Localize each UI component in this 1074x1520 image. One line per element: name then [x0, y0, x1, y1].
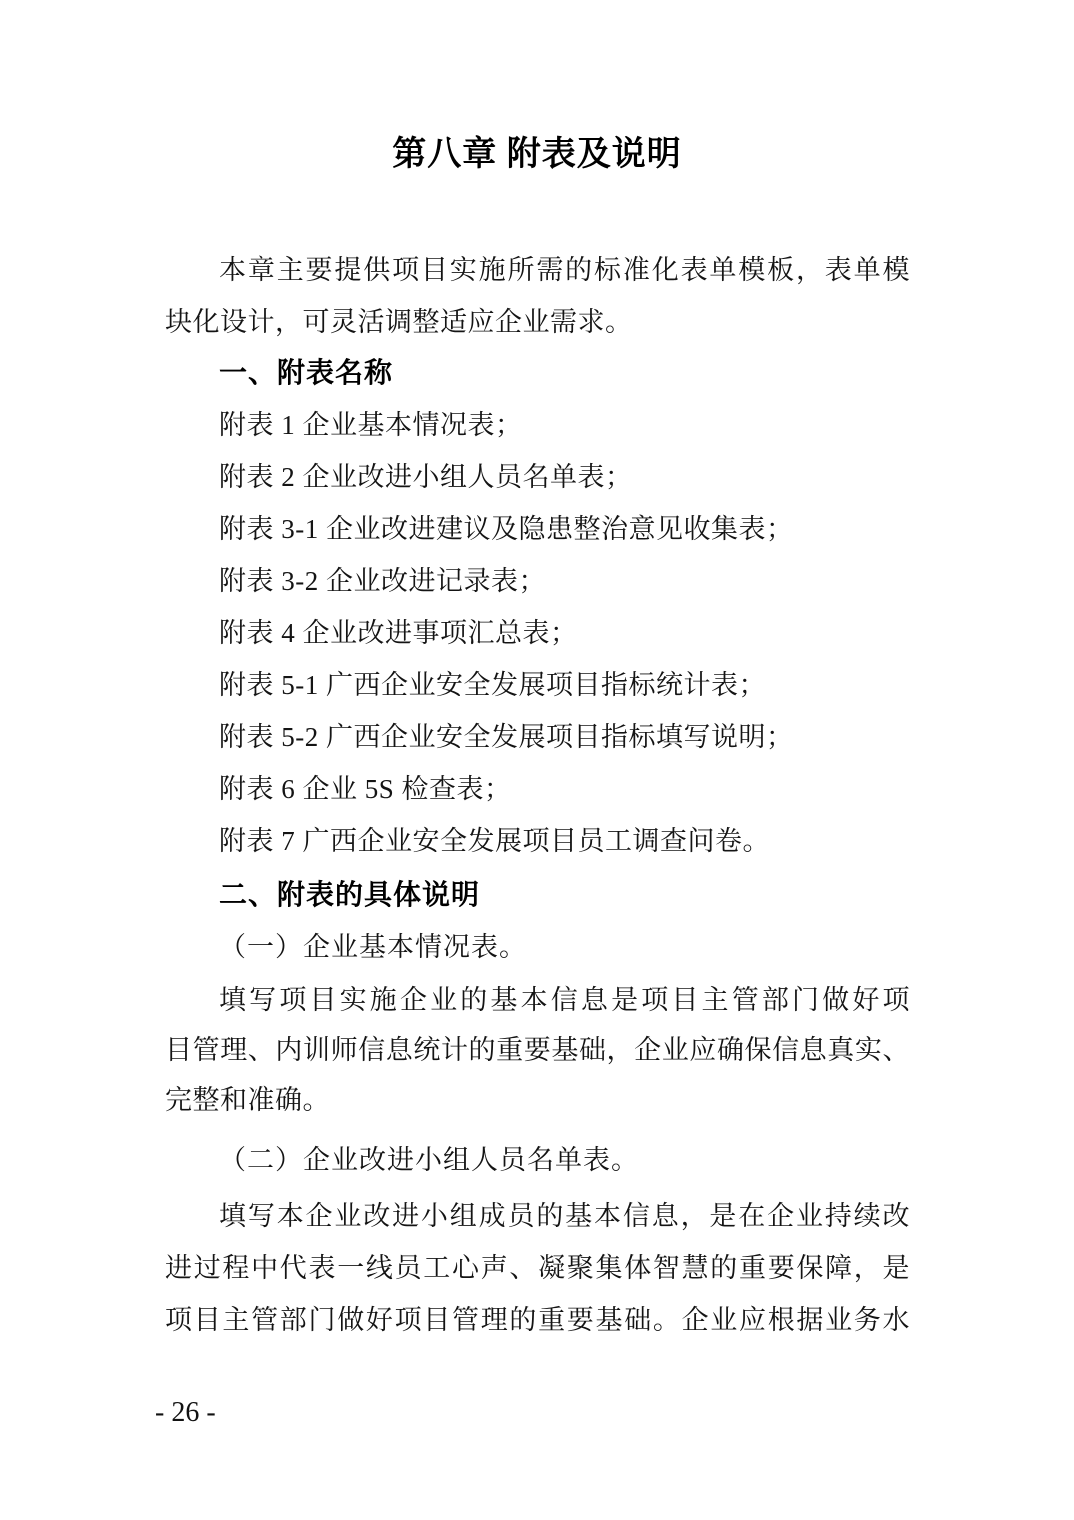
- appendix-list-item: 附表 3-1 企业改进建议及隐患整治意见收集表；: [219, 514, 794, 544]
- appendix-list-item: 附表 6 企业 5S 检查表；: [219, 774, 512, 804]
- body-line: 完整和准确。: [165, 1085, 330, 1115]
- subsection2-paragraph: [165, 1190, 910, 1346]
- intro-line: 块化设计，可灵活调整适应企业需求。: [165, 307, 633, 337]
- subsection1-heading: （一）企业基本情况表。: [219, 932, 527, 962]
- section2-heading: 二、附表的具体说明: [219, 879, 481, 910]
- appendix-list-item: 附表 1 企业基本情况表；: [219, 410, 523, 440]
- subsection1-paragraph: [165, 975, 910, 1125]
- intro-line: 本章主要提供项目实施所需的标准化表单模板，表单模: [219, 255, 910, 285]
- appendix-list-item: 附表 2 企业改进小组人员名单表；: [219, 462, 633, 492]
- body-line: 填写项目实施企业的基本信息是项目主管部门做好项: [219, 985, 910, 1015]
- subsection2-heading: （二）企业改进小组人员名单表。: [219, 1145, 639, 1175]
- body-line: 项目主管部门做好项目管理的重要基础。企业应根据业务水: [165, 1305, 910, 1335]
- appendix-list: [165, 399, 910, 867]
- appendix-list-item: 附表 4 企业改进事项汇总表；: [219, 618, 578, 648]
- intro-paragraph: [165, 244, 910, 348]
- page-title: 第八章 附表及说明: [392, 136, 682, 173]
- appendix-list-item: 附表 5-2 广西企业安全发展项目指标填写说明；: [219, 722, 794, 752]
- section1-heading: 一、附表名称: [219, 357, 394, 388]
- appendix-list-item: 附表 3-2 企业改进记录表；: [219, 566, 546, 596]
- page-number: - 26 -: [155, 1397, 216, 1428]
- body-line: 填写本企业改进小组成员的基本信息，是在企业持续改: [219, 1201, 910, 1231]
- appendix-list-item: 附表 5-1 广西企业安全发展项目指标统计表；: [219, 670, 766, 700]
- body-line: 进过程中代表一线员工心声、凝聚集体智慧的重要保障，是: [165, 1253, 910, 1283]
- body-line: 目管理、内训师信息统计的重要基础，企业应确保信息真实、: [165, 1035, 910, 1065]
- appendix-list-item: 附表 7 广西企业安全发展项目员工调查问卷。: [219, 826, 770, 856]
